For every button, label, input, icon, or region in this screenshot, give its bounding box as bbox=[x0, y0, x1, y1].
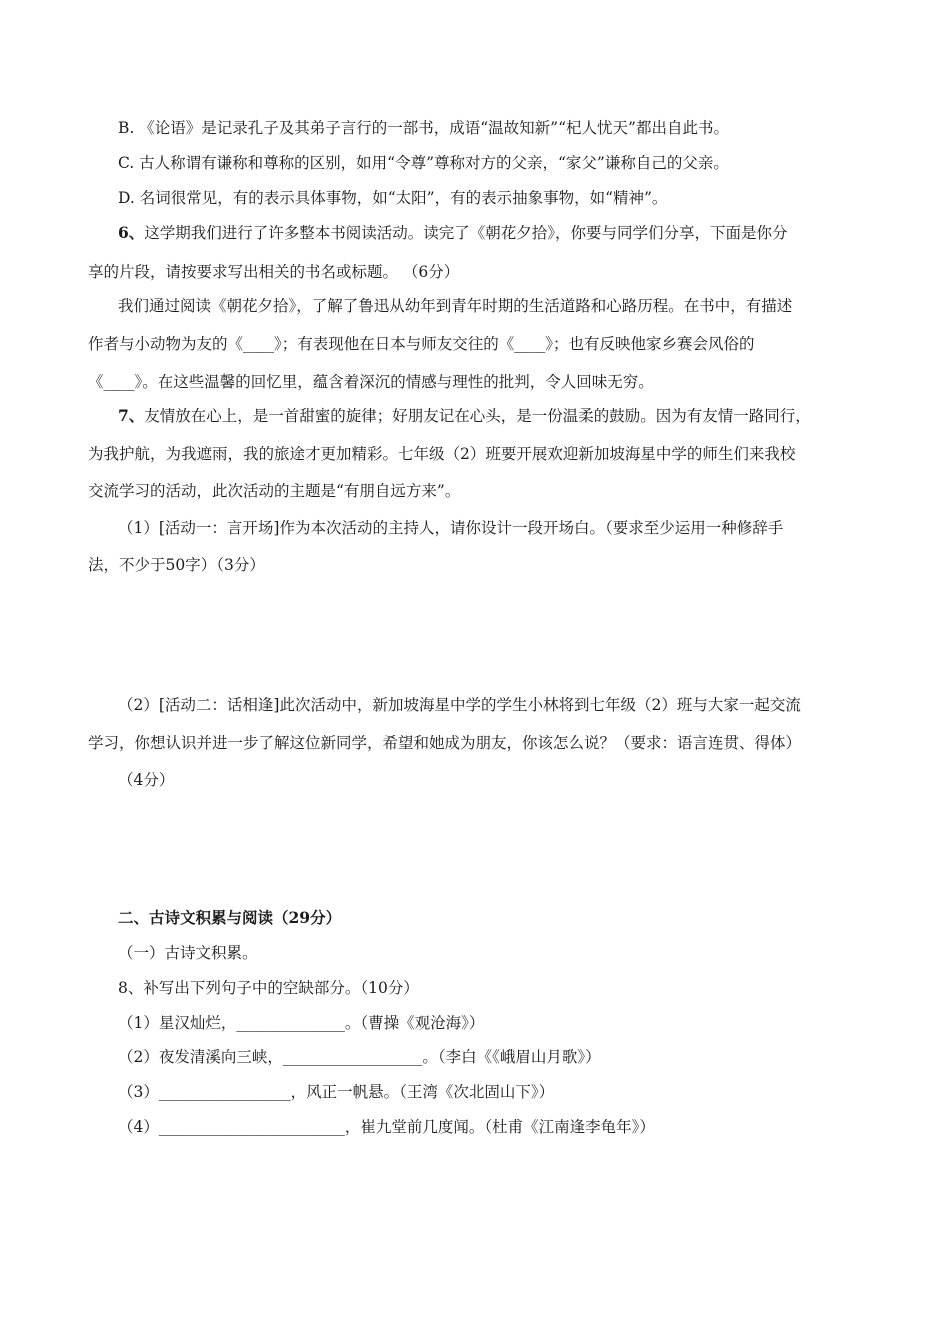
q7-sub2-line-3: （4分） bbox=[118, 771, 175, 789]
q6-text-1: 这学期我们进行了许多整本书阅读活动。读完了《朝花夕拾》，你要与同学们分享，下面是你分 bbox=[144, 224, 788, 242]
q6-para-line-3: 《____》。在这些温馨的回忆里，蕴含着深沉的情感与理性的批判，令人回味无穷。 bbox=[88, 373, 654, 391]
q7-sub2-line-2: 学习，你想认识并进一步了解这位新同学，希望和她成为朋友，你该怎么说？（要求：语言连贯、得体） bbox=[88, 734, 802, 752]
q7-sub1-line-2: 法，不少于50字）（3分） bbox=[88, 556, 265, 574]
q7-number: 7、 bbox=[118, 406, 145, 425]
q7-sub1-line-1: （1）[活动一：言开场]作为本次活动的主持人，请你设计一段开场白。（要求至少运用一种修辞手 bbox=[118, 519, 784, 537]
q5-option-c: C. 古人称谓有谦称和尊称的区别，如用“令尊”尊称对方的父亲，“家父”谦称自己的父亲。 bbox=[118, 154, 729, 172]
q8-item-4: （4）________________________，崔九堂前几度闻。（杜甫《江南逢李龟年》） bbox=[118, 1118, 655, 1136]
q6-para-line-1: 我们通过阅读《朝花夕拾》，了解了鲁迅从幼年到青年时期的生活道路和心路历程。在书中，有描述 bbox=[118, 297, 793, 315]
q8-title: 8、补写出下列句子中的空缺部分。（10分） bbox=[118, 979, 419, 997]
q7-text-1: 友情放在心上，是一首甜蜜的旋律；好朋友记在心头，是一份温柔的鼓励。因为有友情一路同行， bbox=[144, 407, 811, 425]
q6-number: 6、 bbox=[118, 223, 145, 242]
q6-line-1 bbox=[118, 223, 788, 243]
q8-item-3: （3）_________________，风正一帆悬。（王湾《次北固山下》） bbox=[118, 1083, 555, 1101]
q6-line-2: 享的片段，请按要求写出相关的书名或标题。 （6分） bbox=[88, 263, 460, 281]
q6-para-line-2: 作者与小动物为友的《____》；有表现他在日本与师友交往的《____》；也有反映他家乡赛会风俗的 bbox=[88, 335, 755, 353]
q7-sub2-line-1: （2）[活动二：话相逢]此次活动中，新加坡海星中学的学生小林将到七年级（2）班与大家一起交流 bbox=[118, 696, 801, 714]
q7-line-3: 交流学习的活动，此次活动的主题是“有朋自远方来”。 bbox=[88, 482, 461, 500]
section-2-heading: 二、古诗文积累与阅读（29分） bbox=[118, 908, 342, 927]
q7-line-1 bbox=[118, 406, 811, 426]
q8-item-2: （2）夜发清溪向三峡，__________________。（李白《《峨眉山月歌》） bbox=[118, 1048, 601, 1066]
q7-line-2: 为我护航，为我遮雨，我的旅途才更加精彩。七年级（2）班要开展欢迎新加坡海星中学的师生们来我校 bbox=[88, 445, 796, 463]
q8-item-1: （1）星汉灿烂，______________。（曹操《观沧海》） bbox=[118, 1014, 485, 1032]
q5-option-d: D. 名词很常见，有的表示具体事物，如“太阳”，有的表示抽象事物，如“精神”。 bbox=[118, 189, 668, 207]
q5-option-b: B. 《论语》是记录孔子及其弟子言行的一部书，成语“温故知新”“杞人忧天”都出自此书。 bbox=[118, 119, 729, 137]
section-2-subheading: （一）古诗文积累。 bbox=[118, 944, 258, 962]
